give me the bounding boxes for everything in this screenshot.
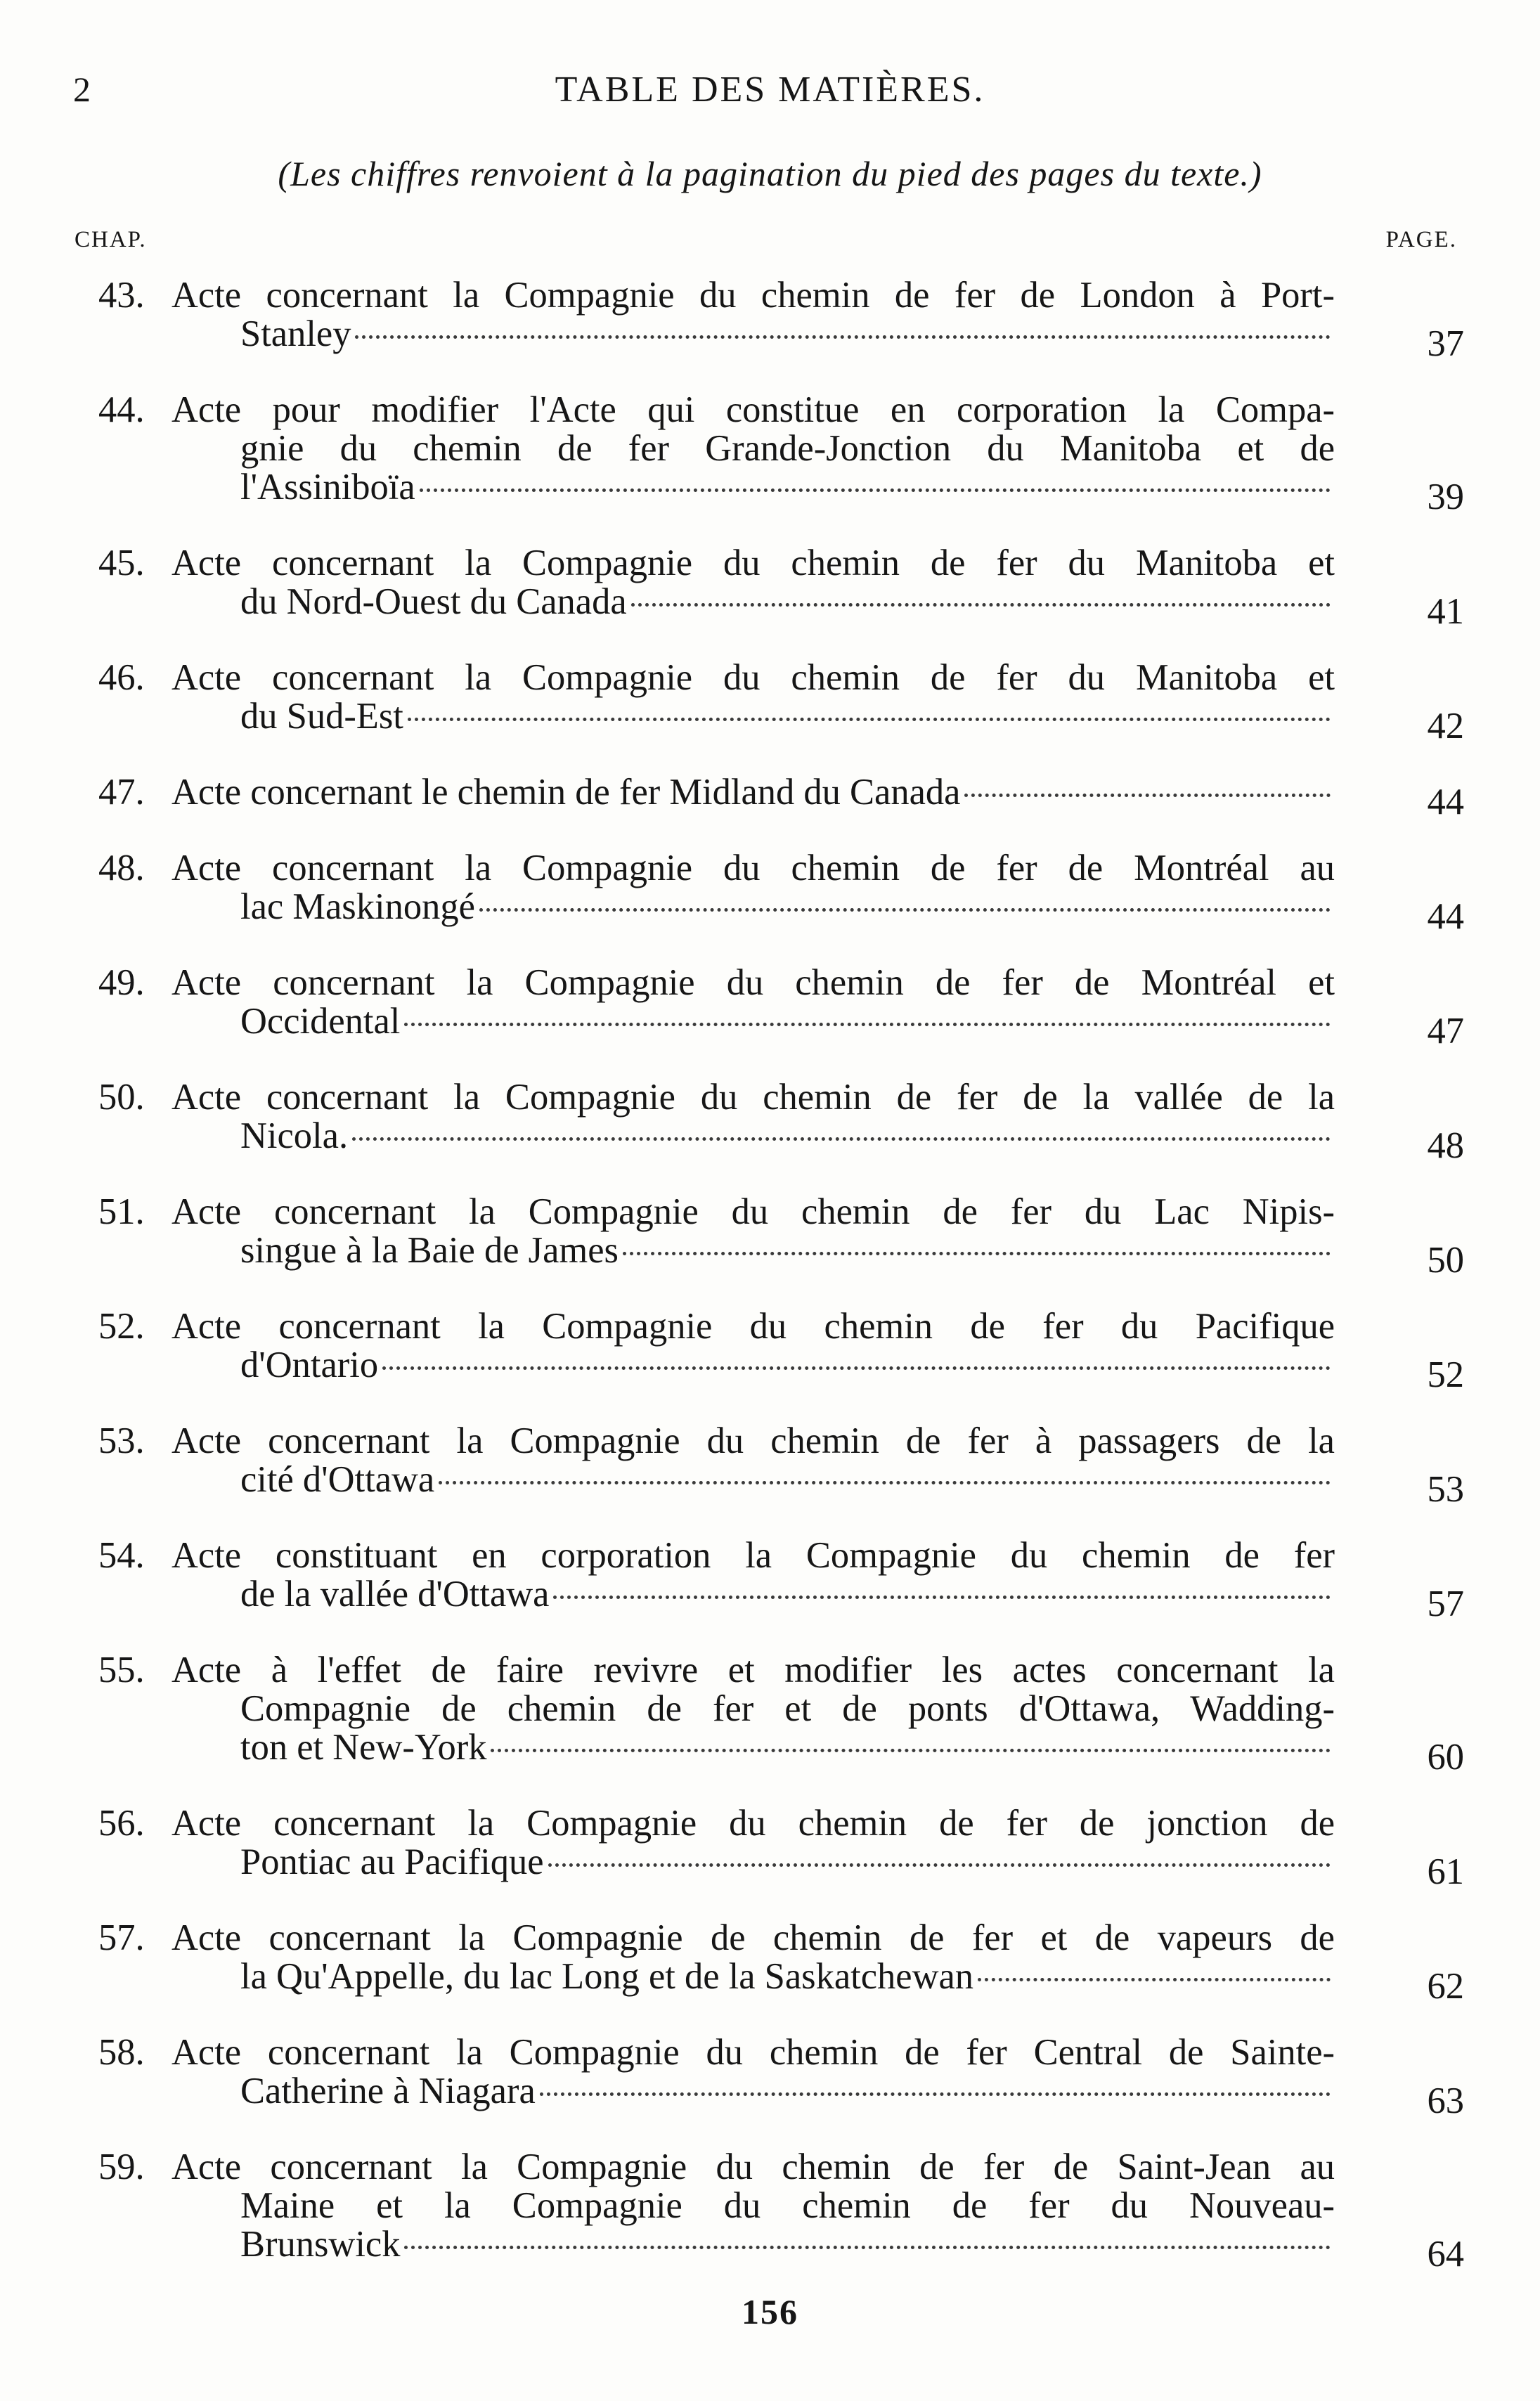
page-reference: 62 — [1427, 1966, 1464, 2007]
entry-title — [172, 1919, 1335, 1996]
entry-title — [172, 2033, 1335, 2111]
toc-entry — [98, 1191, 1470, 1281]
entry-title — [172, 773, 1335, 812]
entry-title-line: Acte pour modifier l'Acte qui constitue en corporation la Compa- — [172, 389, 1335, 430]
toc-entry — [98, 543, 1470, 632]
page-reference: 37 — [1427, 323, 1464, 364]
entry-title-line: Acte concernant la Compagnie du chemin de fer du Lac Nipis- — [172, 1191, 1335, 1232]
entry-title — [172, 659, 1335, 736]
chapter-number: 56. — [98, 1803, 145, 1844]
dot-leader — [420, 488, 1331, 492]
page-reference: 48 — [1427, 1125, 1464, 1166]
entry-title-line: Acte concernant la Compagnie du chemin de fer Central de Sainte- — [172, 2032, 1335, 2073]
entry-title-last-line: de la vallée d'Ottawa — [240, 1574, 550, 1614]
chapter-number: 44. — [98, 389, 145, 430]
dot-leader — [978, 1978, 1331, 1981]
page-number-bottom: 156 — [742, 2292, 798, 2331]
chapter-number: 59. — [98, 2147, 145, 2187]
chapter-number: 43. — [98, 275, 145, 316]
chapter-number: 47. — [98, 772, 145, 813]
entry-title-line: Acte concernant la Compagnie du chemin de fer de jonction de — [172, 1803, 1335, 1844]
dot-leader — [491, 1749, 1331, 1752]
entry-title-last-line: d'Ontario — [240, 1345, 379, 1385]
toc-entry — [98, 1650, 1470, 1778]
entry-title — [172, 964, 1335, 1041]
chapter-number: 49. — [98, 962, 145, 1003]
dot-leader — [964, 794, 1331, 797]
entry-title-line: Acte concernant la Compagnie du chemin de fer de la vallée de la — [172, 1077, 1335, 1118]
page-reference: 52 — [1427, 1354, 1464, 1395]
entry-title-last-line: la Qu'Appelle, du lac Long et de la Saskatchewan — [240, 1956, 974, 1997]
chapter-number: 45. — [98, 543, 145, 583]
entry-title-line: Acte à l'effet de faire revivre et modifier les actes concernant la — [172, 1650, 1335, 1690]
page-reference: 41 — [1427, 591, 1464, 632]
entry-title — [172, 276, 1335, 354]
entry-title — [172, 544, 1335, 621]
page-reference: 42 — [1427, 706, 1464, 746]
entry-title — [172, 2148, 1335, 2264]
dot-leader — [352, 1137, 1331, 1141]
entry-title — [172, 1804, 1335, 1882]
entry-title-line: Acte concernant la Compagnie du chemin de fer de London à Port- — [172, 275, 1335, 316]
chapter-number: 52. — [98, 1306, 145, 1347]
entry-title-line: Acte concernant la Compagnie du chemin de fer de Saint-Jean au — [172, 2147, 1335, 2187]
page-reference: 50 — [1427, 1240, 1464, 1281]
entry-title-line: Acte concernant la Compagnie du chemin de fer de Montréal et — [172, 962, 1335, 1003]
chapter-number: 50. — [98, 1077, 145, 1118]
chapter-number: 46. — [98, 657, 145, 698]
dot-leader — [439, 1481, 1331, 1484]
entry-title-last-line: Catherine à Niagara — [240, 2071, 536, 2111]
page-reference: 60 — [1427, 1737, 1464, 1778]
entry-title-line: Acte concernant la Compagnie du chemin de fer du Pacifique — [172, 1306, 1335, 1347]
toc-entry — [98, 772, 1470, 822]
entry-title-line: Acte concernant la Compagnie du chemin de fer à passagers de la — [172, 1420, 1335, 1461]
column-header-page: PAGE. — [1385, 227, 1457, 252]
page-reference: 39 — [1427, 477, 1464, 517]
toc-entry — [98, 1077, 1470, 1166]
toc-entry — [98, 1420, 1470, 1510]
entry-title-line: Maine et la Compagnie du chemin de fer du Nouveau- — [240, 2185, 1335, 2226]
chapter-number: 58. — [98, 2032, 145, 2073]
entry-title-line: gnie du chemin de fer Grande-Jonction du Manitoba et de — [240, 428, 1335, 469]
toc-entry — [98, 275, 1470, 364]
toc-entry — [98, 848, 1470, 937]
entry-title-line: Acte concernant la Compagnie du chemin de fer du Manitoba et — [172, 543, 1335, 583]
subtitle: (Les chiffres renvoient à la pagination du pied des pages du texte.) — [278, 154, 1262, 193]
dot-leader — [404, 1023, 1331, 1026]
toc-entry — [98, 1535, 1470, 1624]
page-reference: 63 — [1427, 2080, 1464, 2121]
page-reference: 64 — [1427, 2234, 1464, 2274]
entry-title-last-line: l'Assiniboïa — [240, 467, 415, 507]
page-reference: 61 — [1427, 1851, 1464, 1892]
table-of-contents — [0, 276, 1540, 2301]
dot-leader — [408, 718, 1331, 721]
toc-entry — [98, 389, 1470, 517]
toc-entry — [98, 962, 1470, 1051]
entry-title-line: Acte constituant en corporation la Compagnie du chemin de fer — [172, 1535, 1335, 1576]
chapter-number: 51. — [98, 1191, 145, 1232]
chapter-number: 57. — [98, 1917, 145, 1958]
dot-leader — [404, 2246, 1331, 2249]
entry-title-last-line: du Nord-Ouest du Canada — [240, 581, 627, 622]
entry-title — [172, 1422, 1335, 1499]
entry-title-last-line: Occidental — [240, 1001, 401, 1042]
dot-leader — [548, 1863, 1331, 1867]
chapter-number: 48. — [98, 848, 145, 888]
page-number-top: 2 — [73, 70, 91, 109]
chapter-number: 55. — [98, 1650, 145, 1690]
entry-title-line: Acte concernant la Compagnie du chemin de fer de Montréal au — [172, 848, 1335, 888]
entry-title-last-line: Nicola. — [240, 1115, 349, 1156]
column-header-chap: CHAP. — [75, 227, 147, 252]
entry-title-last-line: du Sud-Est — [240, 696, 403, 737]
page-reference: 57 — [1427, 1584, 1464, 1624]
chapter-number: 54. — [98, 1535, 145, 1576]
entry-title-last-line: Brunswick — [240, 2224, 401, 2265]
entry-title — [172, 1536, 1335, 1614]
entry-title — [172, 391, 1335, 507]
toc-entry — [98, 657, 1470, 746]
entry-title-last-line: cité d'Ottawa — [240, 1459, 435, 1500]
dot-leader — [623, 1252, 1331, 1255]
toc-entry — [98, 1306, 1470, 1395]
toc-entry — [98, 2147, 1470, 2274]
entry-title-last-line: Stanley — [240, 313, 351, 354]
dot-leader — [479, 908, 1331, 912]
toc-entry — [98, 1803, 1470, 1892]
dot-leader — [355, 335, 1331, 339]
entry-title-last-line: Pontiac au Pacifique — [240, 1842, 544, 1882]
running-title: TABLE DES MATIÈRES. — [555, 70, 985, 110]
chapter-number: 53. — [98, 1420, 145, 1461]
entry-title-last-line: Acte concernant le chemin de fer Midland du Canada — [172, 772, 961, 813]
page-reference: 44 — [1427, 896, 1464, 937]
page-reference: 53 — [1427, 1469, 1464, 1510]
dot-leader — [631, 603, 1331, 607]
toc-entry — [98, 2032, 1470, 2121]
dot-leader — [553, 1596, 1331, 1599]
entry-title — [172, 1651, 1335, 1767]
entry-title-last-line: ton et New-York — [240, 1727, 487, 1768]
entry-title — [172, 1307, 1335, 1385]
entry-title-line: Compagnie de chemin de fer et de ponts d'Ottawa, Wadding- — [240, 1688, 1335, 1729]
entry-title-last-line: lac Maskinongé — [240, 886, 475, 927]
page-reference: 44 — [1427, 782, 1464, 822]
dot-leader — [382, 1366, 1331, 1370]
dot-leader — [540, 2092, 1331, 2096]
toc-entry — [98, 1917, 1470, 2007]
entry-title-line: Acte concernant la Compagnie du chemin de fer du Manitoba et — [172, 657, 1335, 698]
entry-title — [172, 849, 1335, 926]
entry-title-line: Acte concernant la Compagnie de chemin de fer et de vapeurs de — [172, 1917, 1335, 1958]
entry-title — [172, 1193, 1335, 1270]
entry-title — [172, 1078, 1335, 1156]
entry-title-last-line: singue à la Baie de James — [240, 1230, 619, 1271]
page-reference: 47 — [1427, 1011, 1464, 1051]
